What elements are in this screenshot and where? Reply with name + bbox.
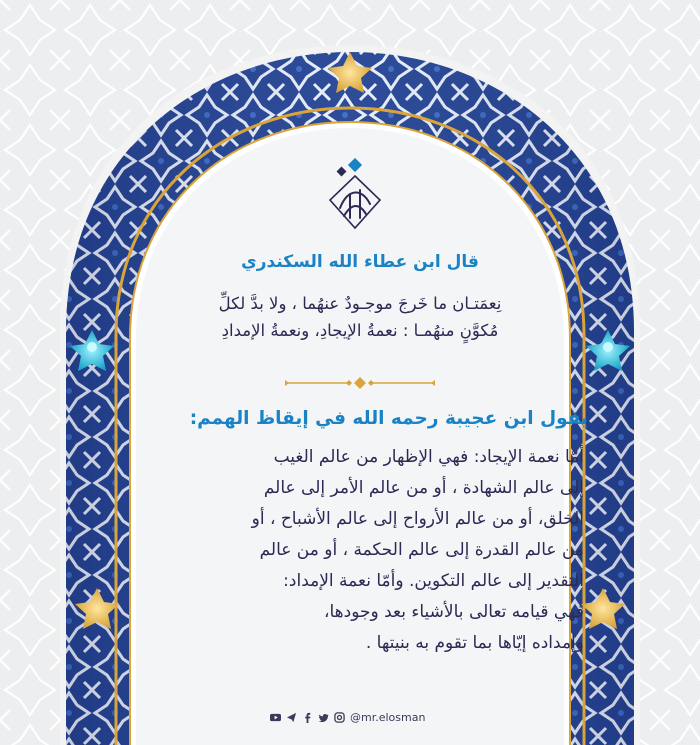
social-footer bbox=[270, 711, 425, 724]
text-panel bbox=[150, 150, 588, 745]
ornament-divider bbox=[285, 376, 435, 390]
body-line: إلى عالم الشهادة ، أو من عالم الأمر إلى عالم bbox=[263, 478, 584, 498]
body-line: التقدير إلى عالم التكوين. وأمّا نعمة الإمداد: bbox=[283, 571, 584, 591]
instagram-icon[interactable] bbox=[334, 712, 345, 723]
body-line: أمّا نعمة الإيجاد: فهي الإظهار من عالم الغيب bbox=[273, 447, 584, 467]
telegram-icon[interactable] bbox=[286, 712, 297, 723]
heading: قال ابن عطاء الله السكندري bbox=[241, 252, 479, 272]
twitter-icon[interactable] bbox=[318, 712, 329, 723]
facebook-icon[interactable] bbox=[302, 712, 313, 723]
quote-line: مُكوَّنٍ منهُمـا : نعمةُ الإيجادِ، ونعمةُ الإمدادِ bbox=[221, 321, 499, 340]
calligraphy-logo bbox=[320, 158, 390, 238]
quote-line: نِعمَتـان ما خَرجَ موجـودٌ عنهُما ، ولا بدَّ لكلِّ bbox=[218, 294, 502, 313]
social-handle[interactable]: @mr.elosman bbox=[350, 711, 426, 724]
commentary-body bbox=[136, 442, 584, 659]
commentary-title: يقول ابن عجيبة رحمه الله في إيقاظ الهمم: bbox=[189, 408, 588, 429]
body-line: من عالم القدرة إلى عالم الحكمة ، أو من عالم bbox=[259, 540, 584, 560]
youtube-icon[interactable] bbox=[270, 712, 281, 723]
quote-block bbox=[160, 290, 560, 344]
body-line: فهي قيامه تعالى بالأشياء بعد وجودها، bbox=[324, 602, 584, 622]
body-line: الخلق، أو من عالم الأرواح إلى عالم الأشباح ، أو bbox=[251, 509, 584, 529]
body-line: وإمداده إيّاها بما تقوم به بنيتها . bbox=[365, 633, 584, 653]
